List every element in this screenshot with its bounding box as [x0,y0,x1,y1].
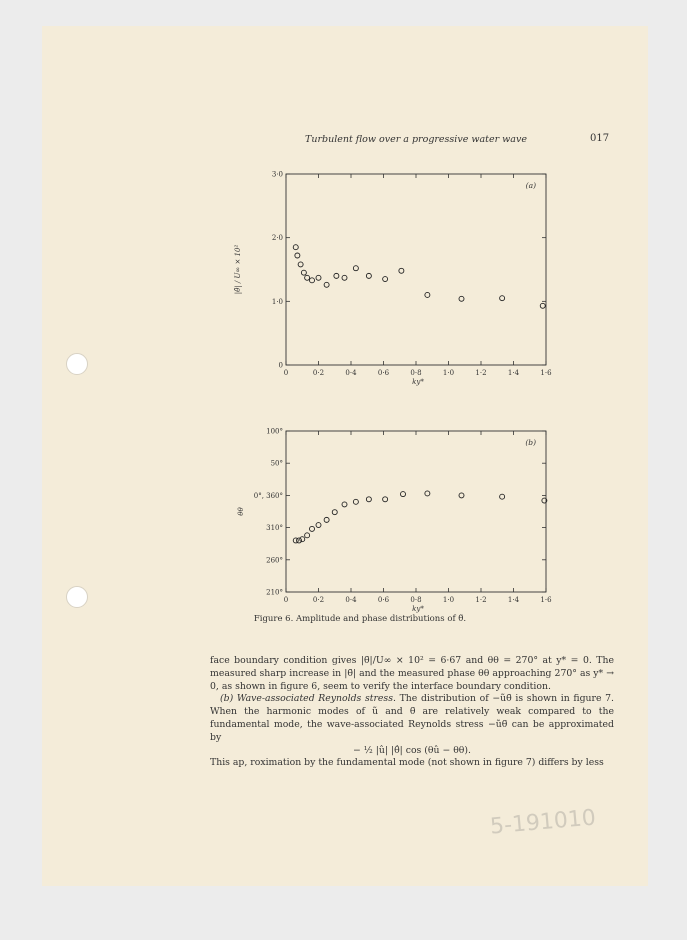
panel-a-point [459,296,464,301]
panel-b-xtick-label: 0·2 [312,596,325,604]
panel-b-point [500,494,505,499]
panel-a-ytick-label: 2·0 [271,234,283,243]
panel-a-xtick-label: 1·6 [540,369,552,377]
panel-a-xtick-label: 1·0 [442,369,455,377]
page-number: 017 [590,133,610,144]
panel-b-ylabel: θθ [237,507,245,516]
panel-b-ytick-label: 260° [266,556,283,565]
panel-a-xtick-label: 0·8 [410,369,422,377]
panel-b-point [401,492,406,497]
panel-b-point [324,517,329,522]
paragraph-2-text: The distribution of −ũθ̃ is shown in figure 7. When the harmonic modes of ũ and θ̃ are relatively weak compared to the fundamental mode, the wave-associated Reynolds stress −ũθ̃ can be approximated by [210,693,614,743]
panel-a-point [383,277,388,282]
panel-a-point [295,253,300,258]
panel-a-point [316,275,321,280]
section-heading: (b) Wave-associated Reynolds stress. [220,693,396,705]
panel-a-point [301,270,306,275]
panel-b-xtick-label: 1·6 [540,596,552,604]
panel-b-xtick-label: 1·2 [475,596,487,604]
panel-b-xtick-label: 1·0 [442,596,455,604]
panel-a-label: (a) [525,181,536,190]
panel-b-point [297,538,302,543]
handwritten-mark: 5-191010 [489,805,597,840]
panel-b-xtick-label: 1·4 [507,596,520,604]
panel-a-point [310,278,315,283]
equation: − ½ |û| |θ̂| cos (θû − θθ). [353,744,471,756]
body-text [210,655,614,770]
panel-a-point [353,266,358,271]
panel-b-label: (b) [525,438,536,447]
panel-a-point [425,292,430,297]
panel-a-point [366,273,371,278]
panel-a-ylabel: |θ̃| / U∞ × 10² [234,244,242,295]
panel-a-point [540,303,545,308]
panel-a-point [305,275,310,280]
panel-b-ytick-label: 210° [266,588,283,597]
panel-a-xtick-label: 0·4 [345,369,357,377]
panel-b-point [366,497,371,502]
panel-a-point [399,268,404,273]
panel-b-ytick-label: 310° [266,524,283,533]
paragraph-1: face boundary condition gives |θ̃|/U∞ × 10² = 6·67 and θθ = 270° at y* = 0. The measured sharp increase in |θ̃| and the measured phase θθ approaching 270° as y* → 0, as shown in figure 6, seem to verify the interface boundary condition. [210,655,614,692]
panel-b-xtick-label: 0·8 [410,596,422,604]
panel-b-point [332,510,337,515]
panel-b-ytick-label: 100° [266,427,283,436]
panel-b-point [383,497,388,502]
panel-a-ytick-label: 3·0 [271,170,283,179]
panel-a-ytick-label: 1·0 [271,297,283,306]
panel-a-point [293,245,298,250]
panel-a-point [324,282,329,287]
panel-a-xtick-label: 1·2 [475,369,487,377]
panel-a-frame [286,174,546,365]
panel-a-point [334,273,339,278]
panel-b-point [459,493,464,498]
panel-b-point [300,537,305,542]
panel-b-point [353,499,358,504]
paragraph-2 [210,693,614,744]
panel-b-point [316,523,321,528]
figure-caption: Figure 6. Amplitude and phase distributions of θ̃. [253,614,467,624]
panel-a-xtick-label: 0·2 [312,369,325,377]
panel-a-xtick-label: 1·4 [507,369,520,377]
panel-b-point [305,533,310,538]
panel-b-ytick-label: 0°, 360° [253,491,283,500]
panel-b-point [342,502,347,507]
running-head: Turbulent flow over a progressive water wave [305,134,527,145]
panel-b-xlabel: ky* [412,605,424,613]
panel-b-xtick-label: 0·6 [377,596,390,604]
panel-a-xlabel: ky* [412,378,424,386]
panel-a-point [342,275,347,280]
panel-b-point [425,491,430,496]
panel-b-xtick-label: 0 [283,596,289,604]
panel-a-ytick-label: 0 [278,361,283,370]
panel-b-frame [286,431,546,592]
panel-a-xtick-label: 0·6 [377,369,390,377]
panel-a-point [500,296,505,301]
panel-b-ytick-label: 50° [270,459,283,468]
panel-a-xtick-label: 0 [283,369,289,377]
panel-b-point [310,526,315,531]
panel-b-xtick-label: 0·4 [345,596,357,604]
panel-a-point [298,262,303,267]
paragraph-3: This ap, roximation by the fundamental mode (not shown in figure 7) differs by less [210,757,604,769]
